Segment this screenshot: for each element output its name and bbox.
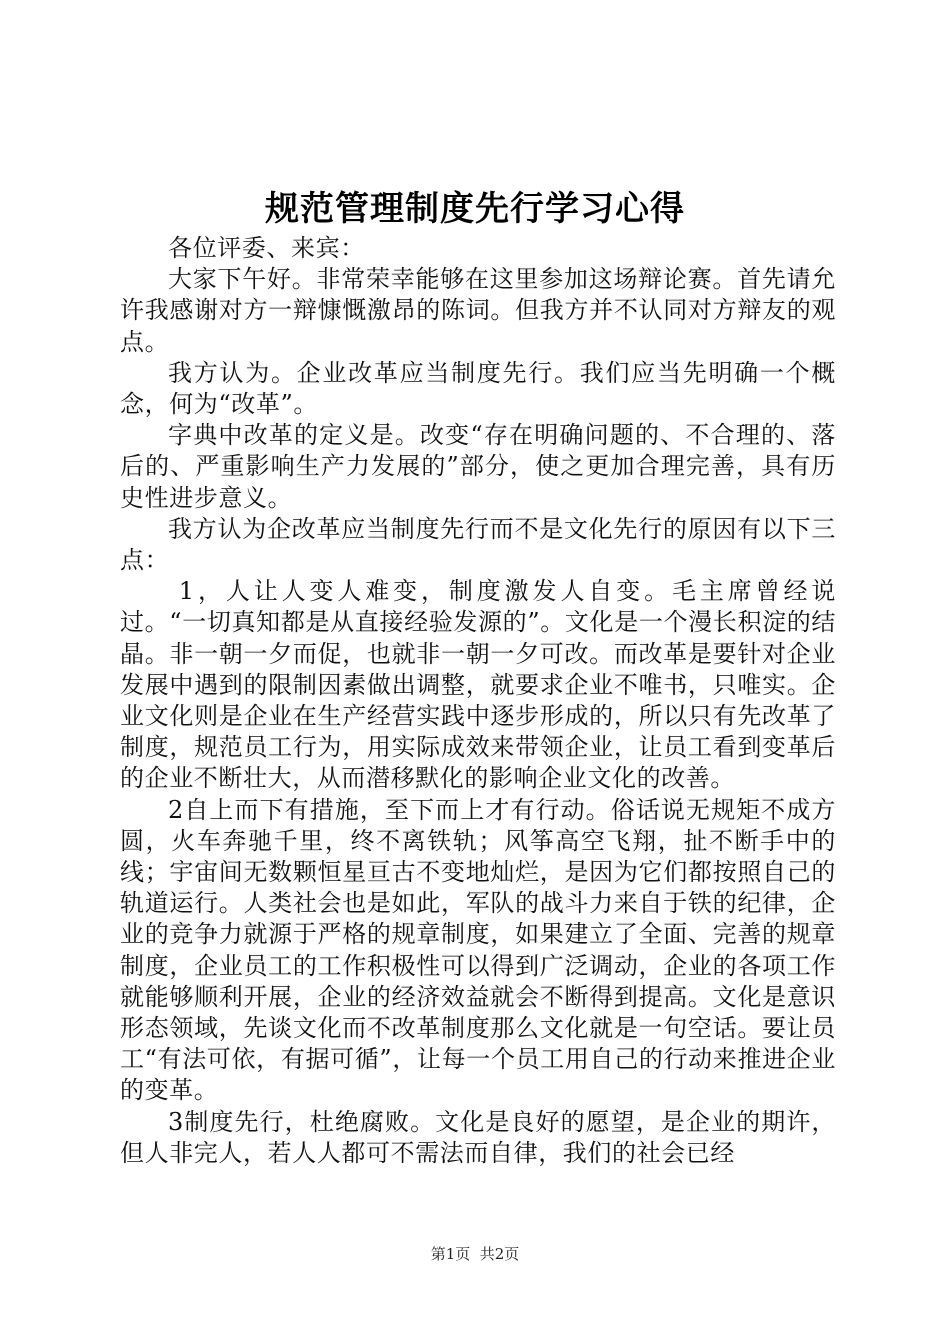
reason-three-paragraph: 3制度先行，杜绝腐败。文化是良好的愿望，是企业的期许，但人非完人，若人人都可不需法而自律，我们的社会已经 <box>120 1107 836 1167</box>
page-footer <box>0 1244 950 1264</box>
document-body <box>120 233 836 1169</box>
reason-one-paragraph: 1，人让人变人难变，制度激发人自变。毛主席曾经说过。“一切真知都是从直接经验发源的”。文化是一个漫长积淀的结晶。非一朝一夕而促，也就非一朝一夕可改。而改革是要针对企业发展中遇到的限制因素做出调整，就要求企业不唯书，只唯实。企业文化则是企业在生产经营实践中逐步形成的，所以只有先改革了制度，规范员工行为，用实际成效来带领企业，让员工看到变革后的企业不断壮大，从而潜移默化的影响企业文化的改善。 <box>120 577 836 793</box>
salutation-paragraph: 各位评委、来宾： <box>168 234 365 262</box>
document-title: 规范管理制度先行学习心得 <box>265 189 685 229</box>
reasons-intro-paragraph: 我方认为企改革应当制度先行而不是文化先行的原因有以下三点： <box>120 514 836 575</box>
reason-two-paragraph: 2自上而下有措施，至下而上才有行动。俗话说无规矩不成方圆，火车奔驰千里，终不离铁轨；风筝高空飞翔，扯不断手中的线；宇宙间无数颗恒星亘古不变地灿烂，是因为它们都按照自己的轨道运行。人类社会也是如此，军队的战斗力来自于铁的纪律，企业的竞争力就源于严格的规章制度，如果建立了全面、完善的规章制度，企业员工的工作积极性可以得到广泛调动，企业的各项工作就能够顺利开展，企业的经济效益就会不断得到提高。文化是意识形态领域，先谈文化而不改革制度那么文化就是一句空话。要让员工“有法可依，有据可循”，让每一个员工用自己的行动来推进企业的变革。 <box>120 795 836 1105</box>
definition-paragraph: 字典中改革的定义是。改变“存在明确问题的、不合理的、落后的、严重影响生产力发展的”部分，使之更加合理完善，具有历史性进步意义。 <box>120 421 836 512</box>
greeting-paragraph: 大家下午好。非常荣幸能够在这里参加这场辩论赛。首先请允许我感谢对方一辩慷慨激昂的陈词。但我方并不认同对方辩友的观点。 <box>120 265 836 356</box>
position-paragraph: 我方认为。企业改革应当制度先行。我们应当先明确一个概念，何为“改革”。 <box>120 358 836 419</box>
page-indicator: 第1页 共2页 <box>430 1245 520 1263</box>
